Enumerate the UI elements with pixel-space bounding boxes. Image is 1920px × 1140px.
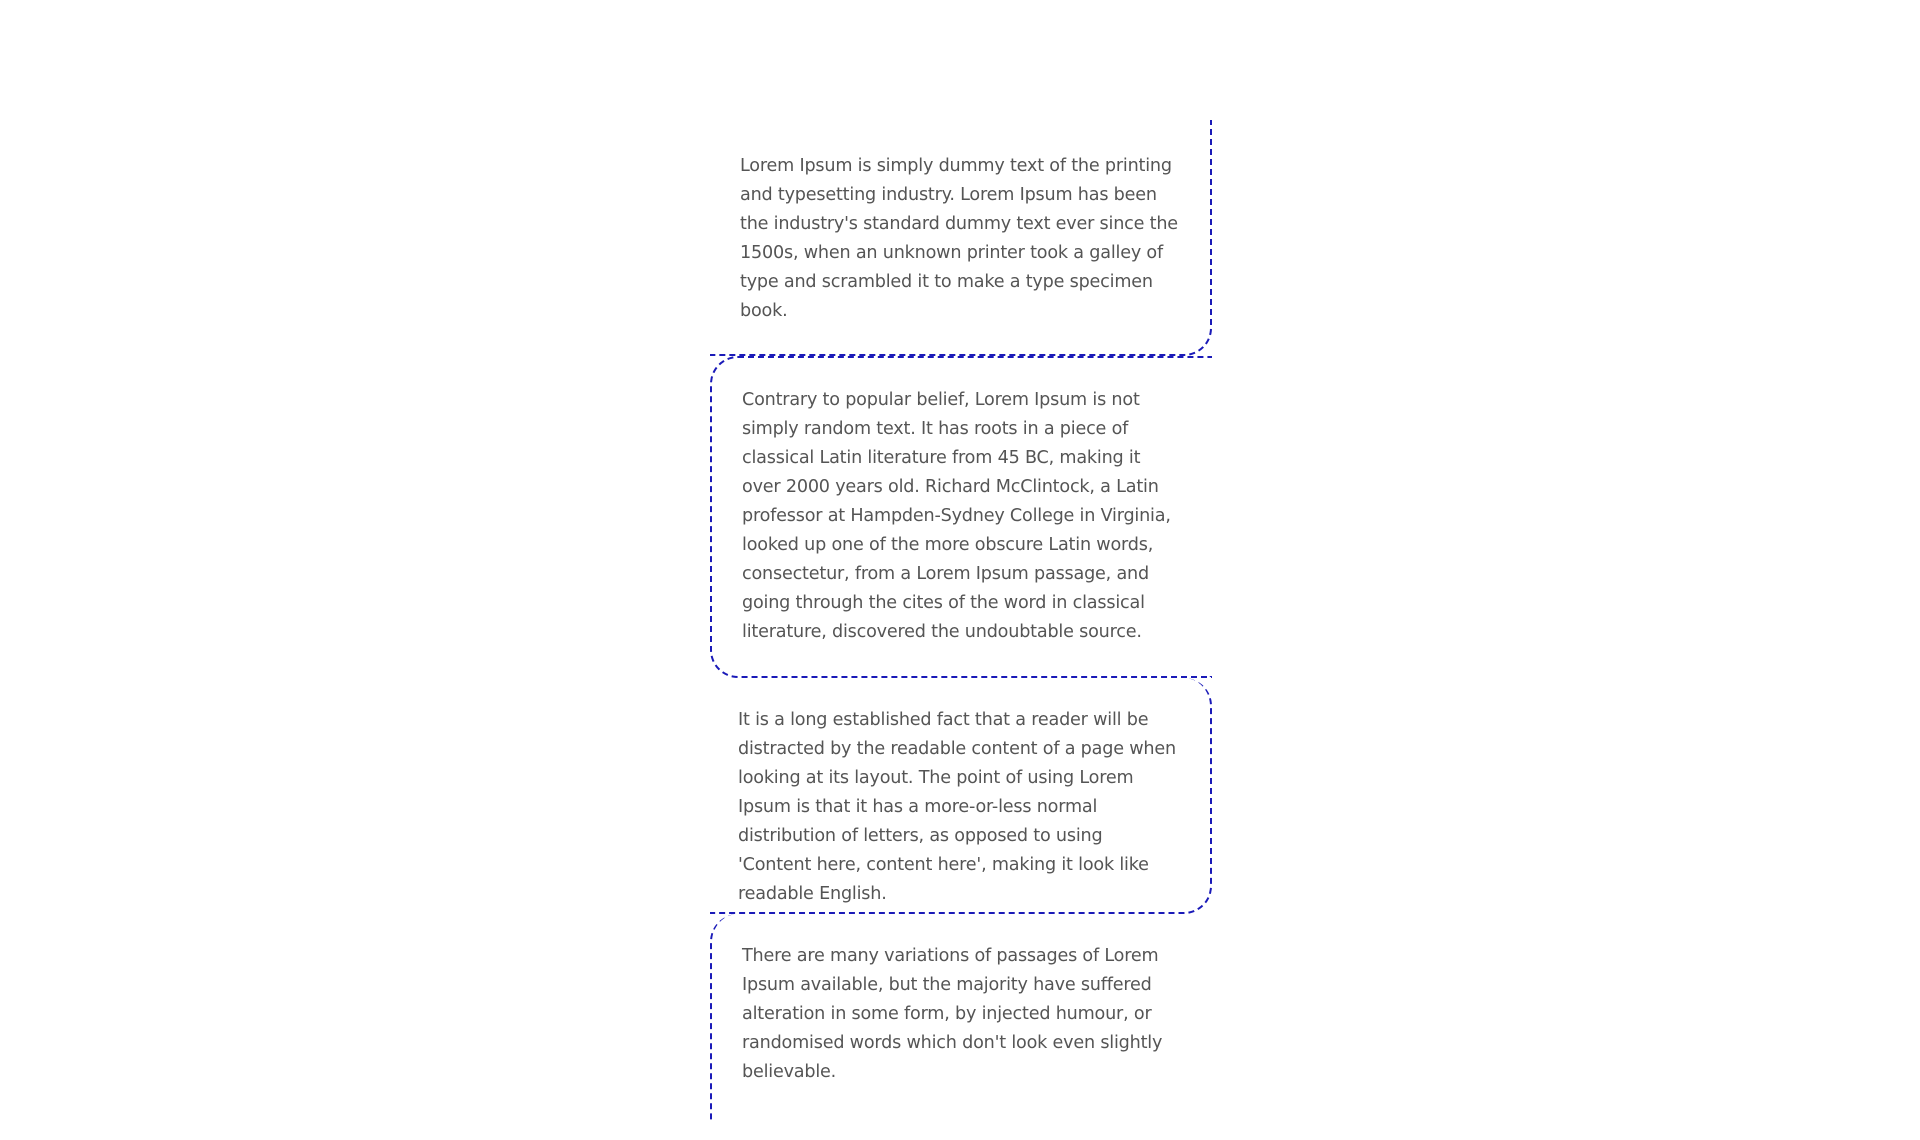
timeline-item-text: Lorem Ipsum is simply dummy text of the printing and typesetting industry. Lorem Ipsum has been the industry's standard dummy text ever since the 1500s, when an unknown printer took a galley of type and scrambled it to make a type specimen book. (740, 156, 1178, 321)
timeline-item-4 (710, 914, 1212, 1120)
timeline-item-text: There are many variations of passages of Lorem Ipsum available, but the majority have suffered alteration in some form, by injected humour, or randomised words which don't look even slightly believable. (742, 946, 1163, 1082)
timeline-item-text: It is a long established fact that a reader will be distracted by the readable content of a page when looking at its layout. The point of using Lorem Ipsum is that it has a more-or-less normal distribution of letters, as opposed to using 'Content here, content here', making it look like readable English. (738, 710, 1176, 904)
timeline-item-2 (710, 356, 1212, 678)
zigzag-timeline (710, 120, 1212, 1120)
timeline-item-3 (710, 678, 1212, 914)
timeline-item-text: Contrary to popular belief, Lorem Ipsum is not simply random text. It has roots in a piece of classical Latin literature from 45 BC, making it over 2000 years old. Richard McClintock, a Latin professor at Hampden-Sydney College in Virginia, looked up one of the more obscure Latin words, consectetur, from a Lorem Ipsum passage, and going through the cites of the word in classical literature, discovered the undoubtable source. (742, 390, 1171, 642)
timeline-item-1 (710, 120, 1212, 356)
